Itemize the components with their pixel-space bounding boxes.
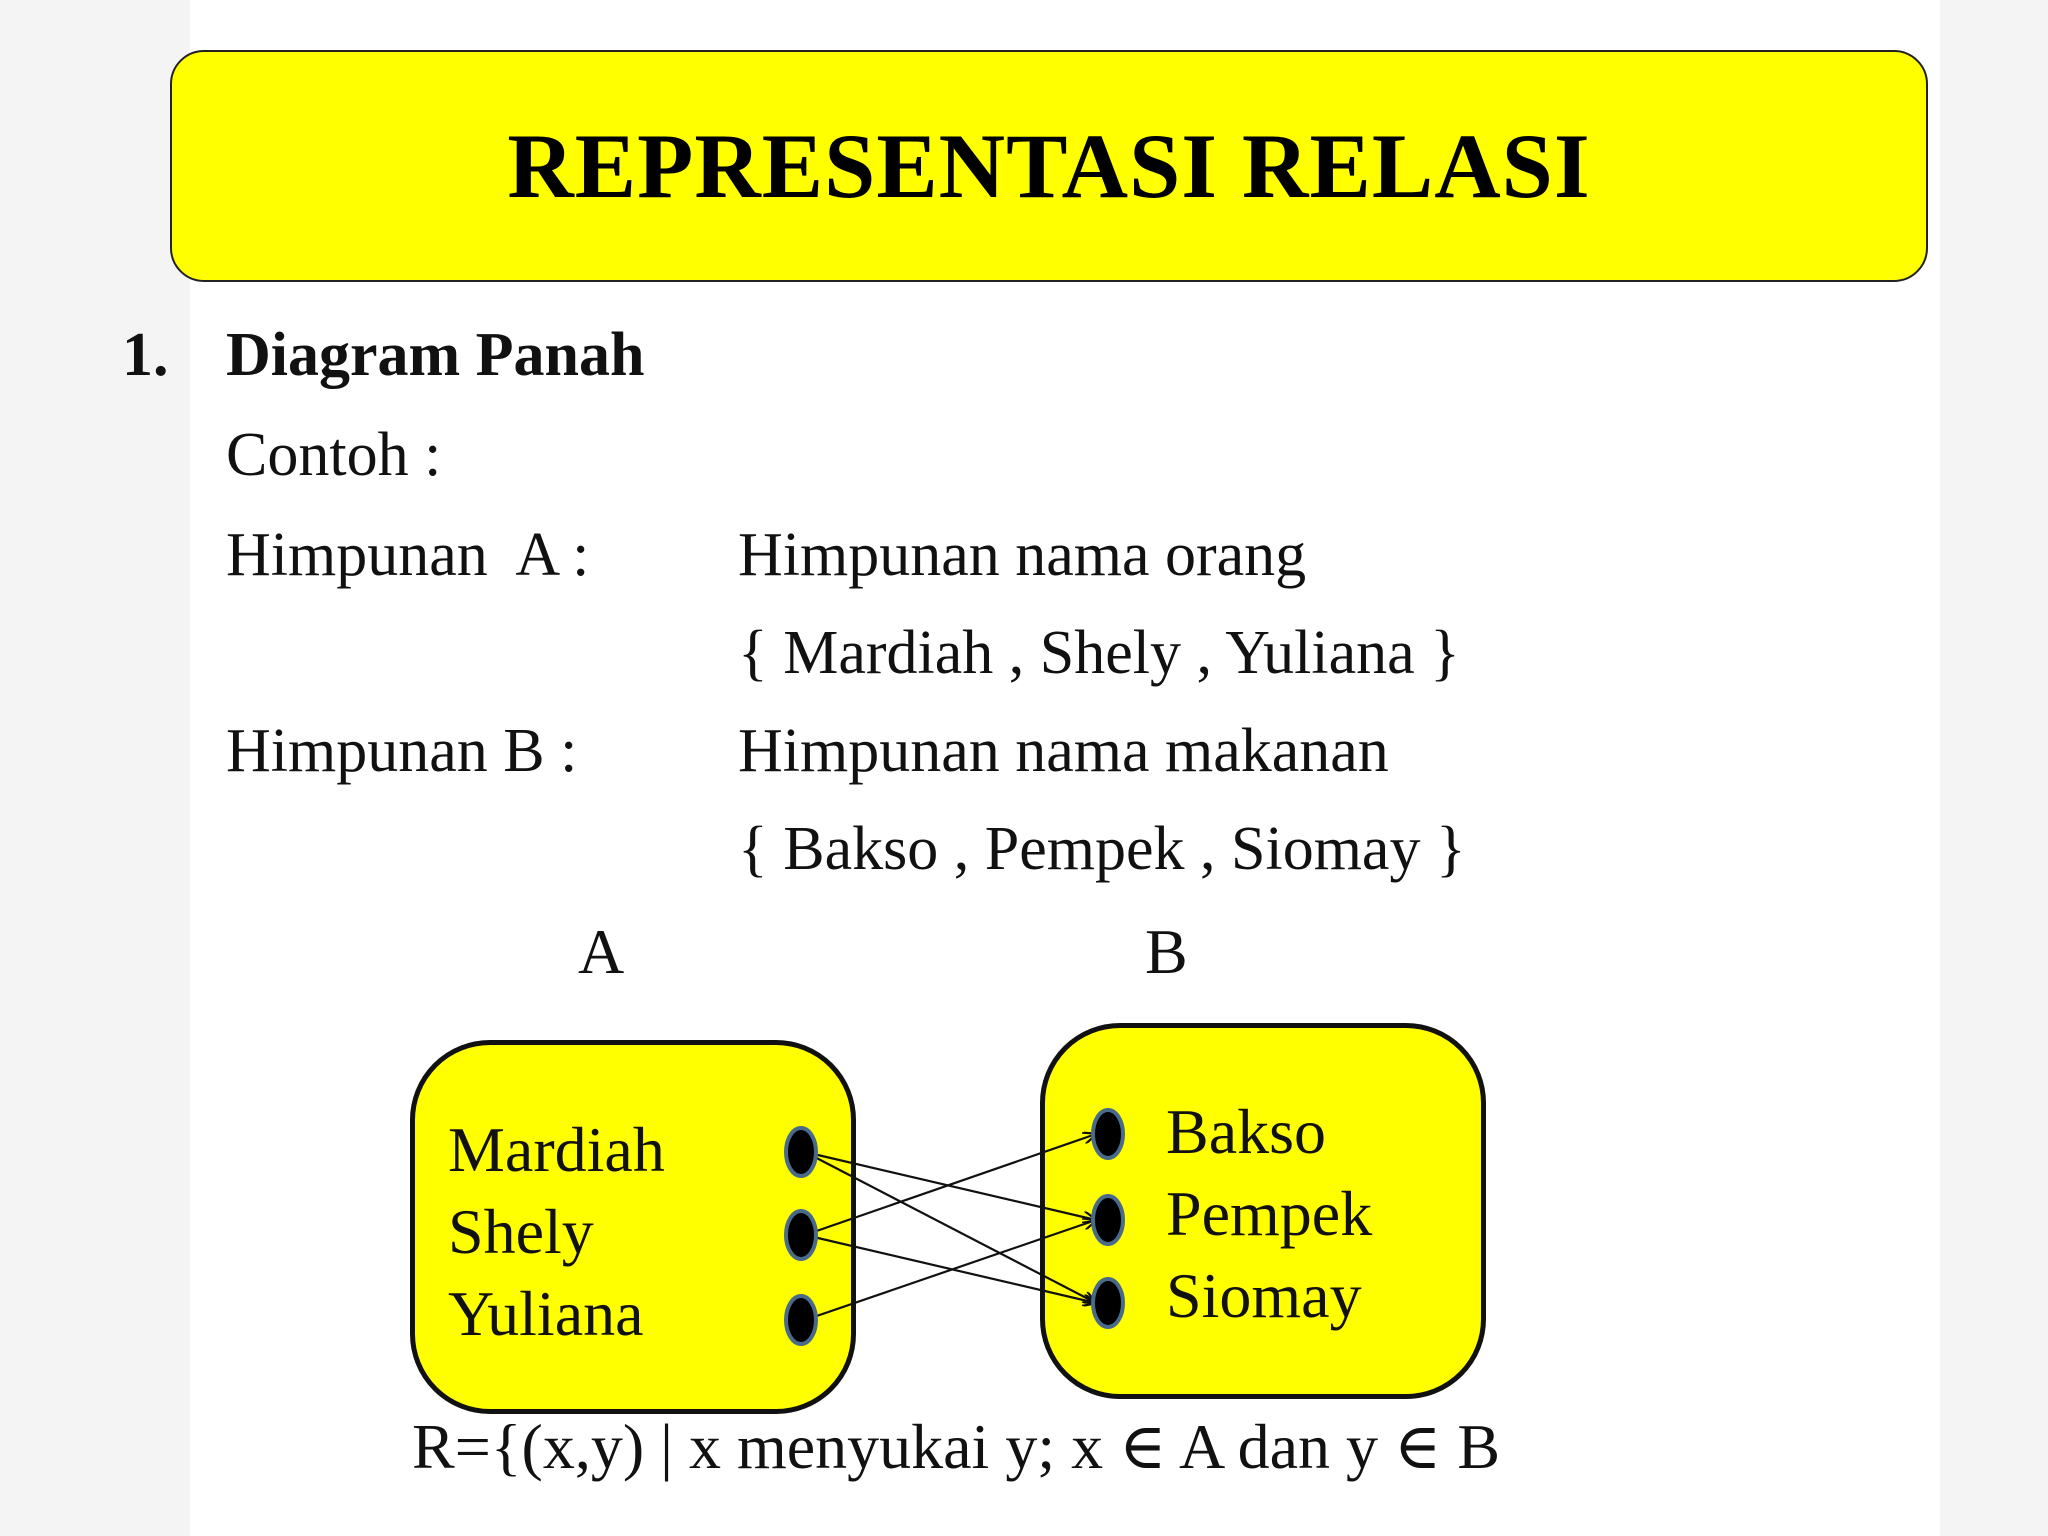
set-b-element-siomay: Siomay [1166,1260,1362,1331]
set-a-members: { Mardiah , Shely , Yuliana } [738,619,1460,687]
relation-formula: R={(x,y) | x menyukai y; x ∈ A dan y ∈ B [412,1411,1501,1482]
example-label: Contoh : [226,421,442,489]
page-title: REPRESENTASI RELASI [507,115,1591,217]
set-a-element-yuliana: Yuliana [448,1278,644,1349]
set-b-description: Himpunan nama makanan [738,717,1389,785]
set-b-element-bakso: Bakso [1166,1096,1326,1167]
set-a-element-mardiah: Mardiah [448,1114,665,1185]
section-number: 1. [122,321,169,389]
set-a-label: Himpunan A : [226,521,590,589]
section-heading: Diagram Panah [226,321,645,389]
set-a-description: Himpunan nama orang [738,521,1307,589]
title-banner [170,50,1928,282]
diagram-set-a-label: A [578,916,625,987]
set-b-element-pempek: Pempek [1166,1178,1373,1249]
set-b-label: Himpunan B : [226,717,578,785]
set-a-element-shely: Shely [448,1196,594,1267]
set-b-members: { Bakso , Pempek , Siomay } [738,815,1466,883]
diagram-set-b-label: B [1145,916,1188,987]
